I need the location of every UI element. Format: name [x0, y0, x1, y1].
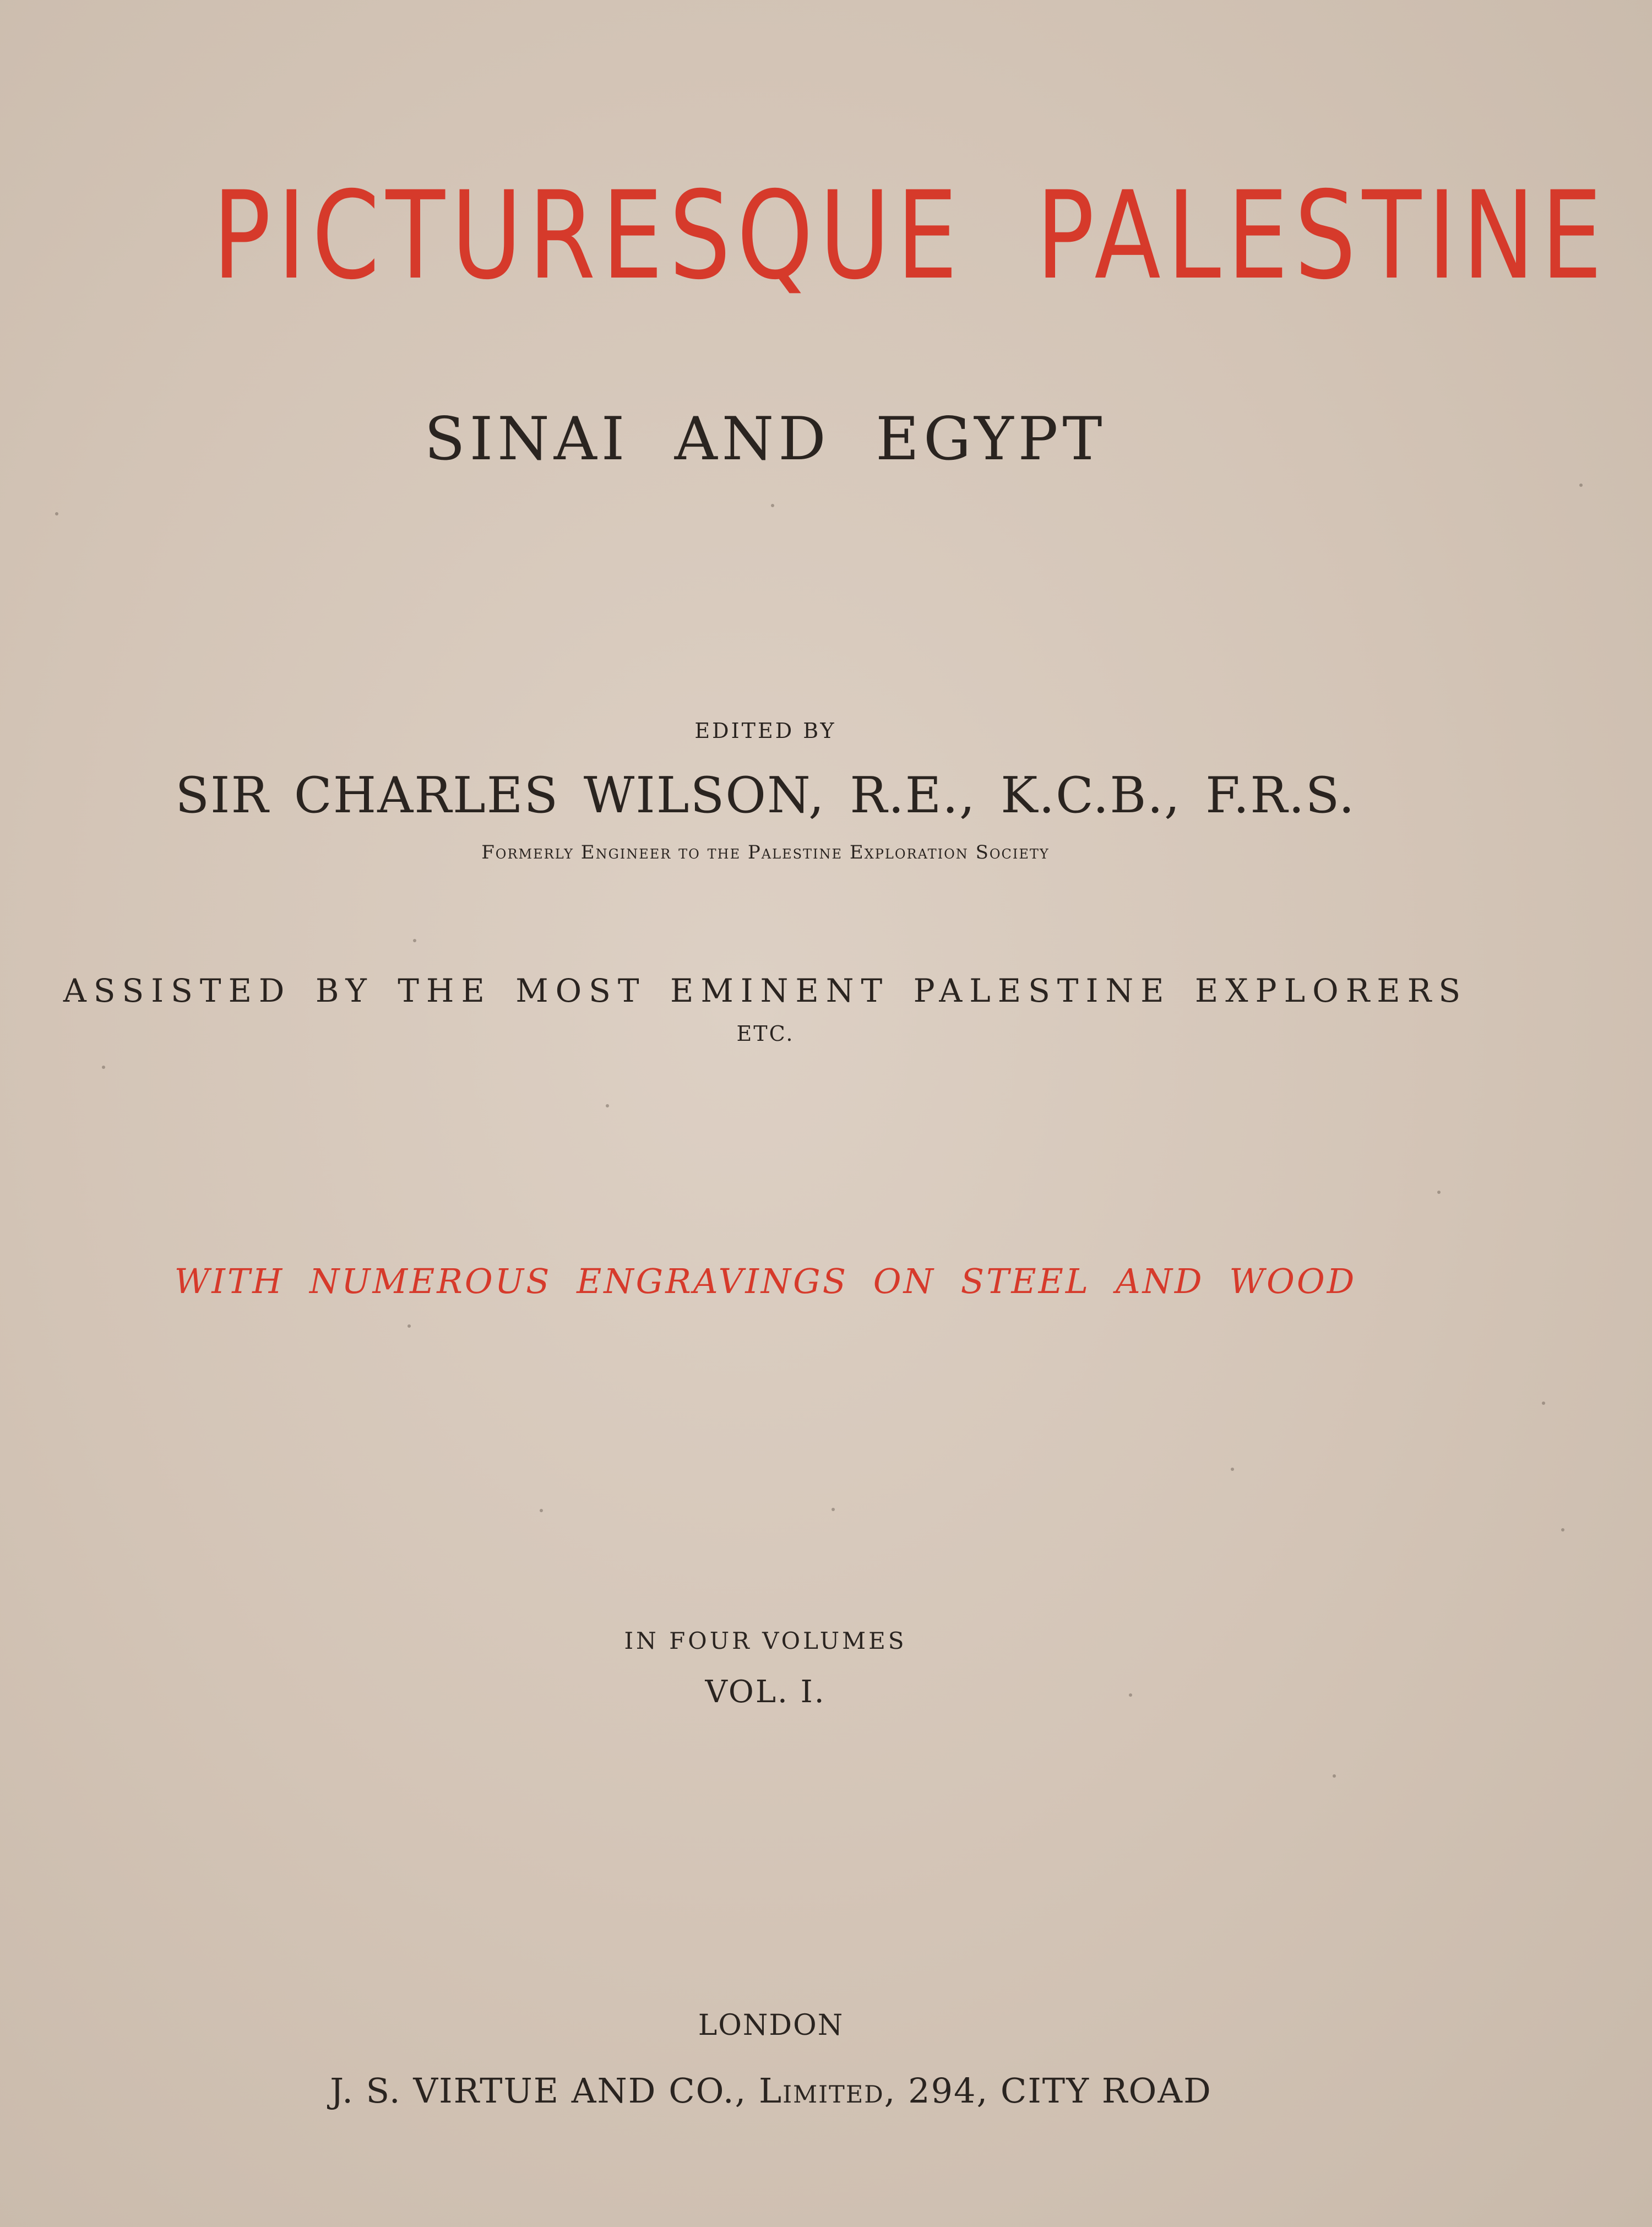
- publisher-imprint: [6, 2071, 1536, 2111]
- editor-name: SIR CHARLES WILSON, R.E., K.C.B., F.R.S.: [175, 767, 1356, 824]
- paper-speck: [1561, 1528, 1564, 1531]
- paper-speck: [832, 1508, 835, 1511]
- paper-speck: [102, 1066, 105, 1069]
- editor-role: Formerly Engineer to the Palestine Exploration Society: [481, 841, 1050, 863]
- assisted-by-line: ASSISTED BY THE MOST EMINENT PALESTINE EXPLORERS: [63, 972, 1468, 1009]
- paper-speck: [540, 1509, 543, 1512]
- publisher-limited: Limited,: [758, 2071, 896, 2111]
- etc-label: ETC.: [736, 1022, 795, 1046]
- publisher-name: J. S. VIRTUE AND CO.,: [330, 2071, 747, 2111]
- paper-speck: [413, 939, 416, 942]
- paper-speck: [1579, 484, 1583, 487]
- paper-speck: [1333, 1774, 1336, 1778]
- edited-by-label: EDITED BY: [694, 719, 836, 743]
- volumes-count: IN FOUR VOLUMES: [624, 1627, 907, 1654]
- paper-speck: [606, 1104, 609, 1107]
- main-title: PICTURESQUE PALESTINE: [213, 165, 1608, 306]
- engravings-line: WITH NUMEROUS ENGRAVINGS ON STEEL AND WOOD: [174, 1261, 1357, 1301]
- publisher-address: 294, CITY ROAD: [908, 2071, 1212, 2111]
- paper-speck: [407, 1324, 411, 1328]
- volume-number: VOL. I.: [705, 1674, 826, 1710]
- paper-speck: [771, 504, 774, 507]
- paper-speck: [1437, 1191, 1441, 1194]
- subtitle: SINAI AND EGYPT: [424, 405, 1107, 474]
- publication-city: LONDON: [698, 2009, 844, 2042]
- paper-speck: [1542, 1402, 1545, 1405]
- paper-speck: [55, 512, 58, 515]
- paper-speck: [1231, 1468, 1234, 1471]
- paper-speck: [1129, 1693, 1132, 1697]
